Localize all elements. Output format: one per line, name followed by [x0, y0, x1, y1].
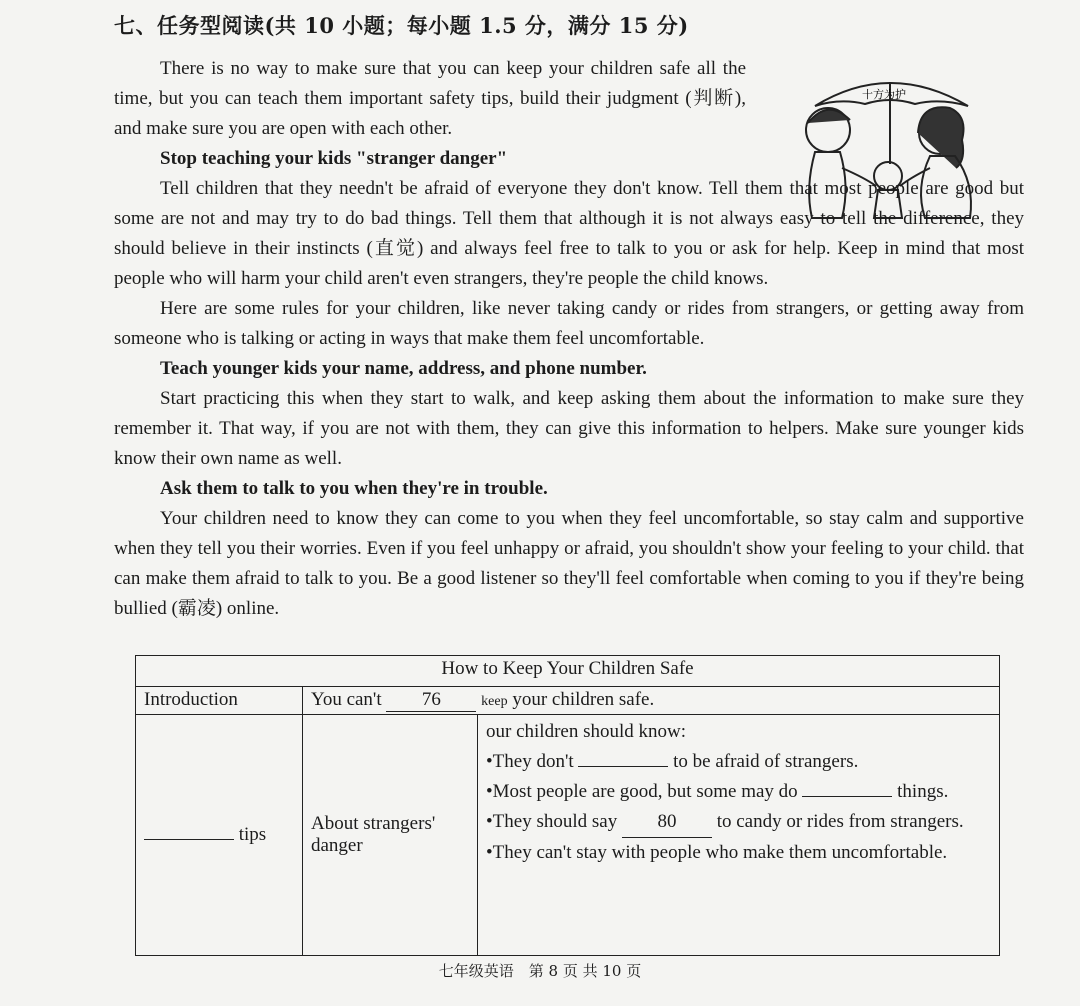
page-footer: 七年级英语 第 8 页 共 10 页 — [438, 962, 642, 980]
subheading-stranger-danger: Stop teaching your kids "stranger danger" — [160, 148, 508, 169]
paragraph-support: Your children need to know they can come to you when they feel uncomfortable, so stay calm and supportive when they tell you their worries. Even if you feel unhappy or afraid, you shouldn't show your feeling to your child. that can make them afraid to talk to you. Be a good listener so they'll feel comfortable when coming to you if they're being bullied (霸凌) online. — [114, 508, 1024, 619]
paragraph-strangers: Tell children that they needn't be afraid of everyone they don't know. Tell them that most people are good but some are not and may try to do bad things. Tell them that although it is not always easy to tell the difference, they should believe in their instincts (直觉) and always feel free to talk to you or ask for help. Keep in mind that most people who will harm your child aren't even strangers, they're people the child knows. — [114, 178, 1024, 289]
paragraph-intro: There is no way to make sure that you can keep your children safe all the time, but you can teach them important safety tips, build their judgment (判断), and make sure you are open with each other. — [114, 58, 746, 139]
subheading-teach-info: Teach younger kids your name, address, and phone number. — [160, 358, 647, 379]
blank-77[interactable] — [144, 839, 234, 840]
intro-pre: You can't — [311, 689, 382, 710]
intro-mid: keep — [481, 694, 508, 709]
bullet-1-post: to be afraid of strangers. — [673, 751, 859, 772]
intro-post: your children safe. — [512, 689, 655, 710]
blank-76[interactable]: 76 — [386, 689, 476, 712]
tips-label: tips — [238, 824, 267, 845]
umbrella-text: 十方为护 — [862, 88, 906, 101]
paragraph-rules: Here are some rules for your children, like never taking candy or rides from strangers, or getting away from someone who is talking or acting in ways that make them feel uncomfortable. — [114, 298, 1024, 349]
detail-bullet-3 — [486, 807, 991, 838]
subheading-talk-trouble: Ask them to talk to you when they're in trouble. — [160, 478, 548, 499]
bullet-1-pre: •They don't — [486, 751, 574, 772]
detail-bullet-1 — [486, 747, 991, 777]
section-heading: 七、任务型阅读(共 10 小题；每小题 1.5 分，满分 15 分) — [114, 13, 689, 38]
bullet-2-pre: •Most people are good, but some may do — [486, 781, 798, 802]
bullet-3-post: to candy or rides from strangers. — [716, 811, 964, 832]
tips-cell — [136, 715, 303, 956]
details-cell — [478, 715, 1000, 956]
blank-79[interactable] — [802, 796, 892, 797]
detail-lead: our children should know: — [486, 721, 687, 742]
table-title: How to Keep Your Children Safe — [136, 656, 1000, 687]
reading-passage — [114, 54, 1024, 624]
bullet-2-post: things. — [897, 781, 949, 802]
blank-78[interactable] — [578, 766, 668, 767]
blank-80[interactable]: 80 — [622, 807, 712, 838]
intro-row — [303, 687, 1000, 715]
paragraph-practice: Start practicing this when they start to walk, and keep asking them about the information to make sure they remember it. That way, if you are not with them, they can give this information to helpers. Make sure younger kids know their own name as well. — [114, 388, 1024, 469]
intro-label: Introduction — [136, 687, 303, 715]
detail-bullet-4: •They can't stay with people who make them uncomfortable. — [486, 842, 948, 863]
summary-table — [135, 655, 1000, 956]
detail-bullet-2 — [486, 777, 991, 807]
bullet-3-pre: •They should say — [486, 811, 618, 832]
stranger-danger-label: About strangers' danger — [303, 715, 478, 956]
